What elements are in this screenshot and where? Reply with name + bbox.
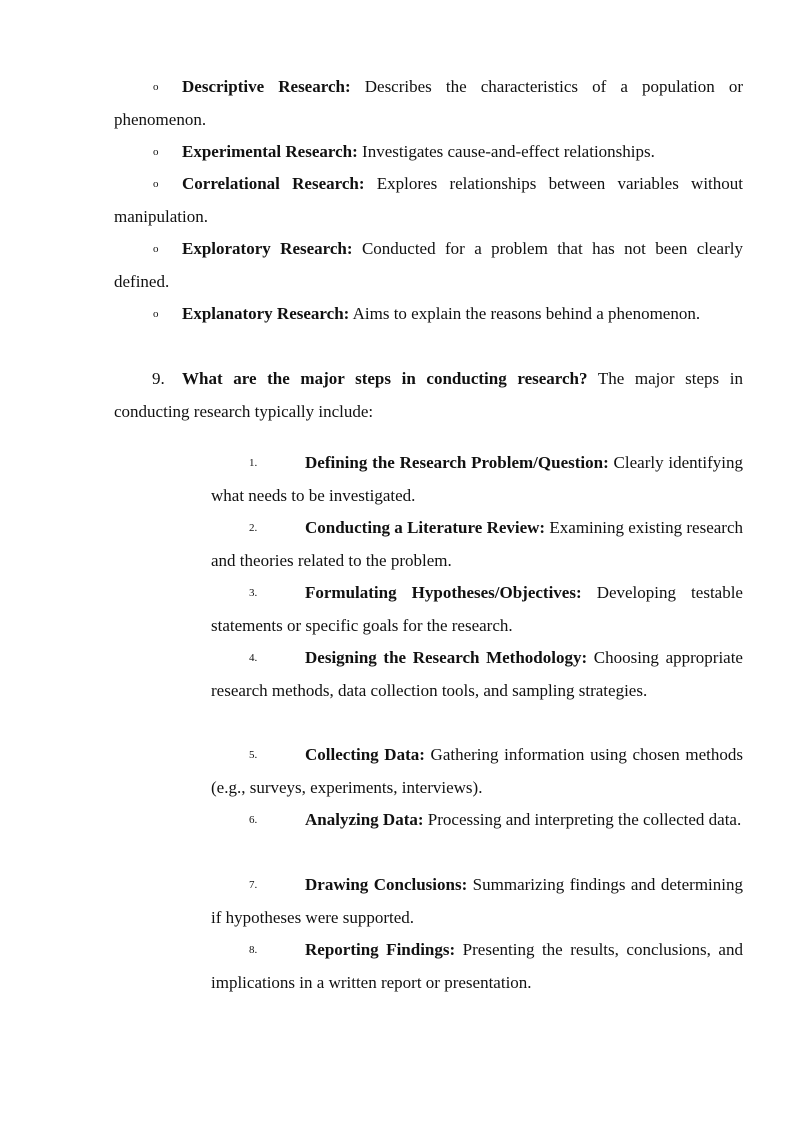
step-text: Examining existing research and theories related to the problem. <box>211 518 743 570</box>
step-term: Formulating Hypotheses/Objectives: <box>305 583 582 602</box>
step-text: Gathering information using chosen methods (e.g., surveys, experiments, interviews). <box>211 745 743 797</box>
step-number: 3. <box>249 587 258 599</box>
step-item <box>211 934 743 999</box>
bullet-marker: o <box>153 243 159 255</box>
step-item <box>211 869 743 934</box>
step-text: Presenting the results, conclusions, and implications in a written report or presentation. <box>211 940 743 992</box>
list-item-descriptive <box>114 71 743 136</box>
term: Correlational Research: <box>182 174 365 193</box>
question-number: 9. <box>152 369 165 388</box>
step-term: Reporting Findings: <box>305 940 456 959</box>
step-number: 2. <box>249 522 258 534</box>
step-number: 7. <box>249 879 258 891</box>
bullet-marker: o <box>153 81 159 93</box>
step-number: 1. <box>249 457 258 469</box>
bullet-marker: o <box>153 308 159 320</box>
step-item <box>211 447 743 512</box>
question-paragraph <box>114 363 743 428</box>
list-item-experimental <box>114 136 743 169</box>
list-item-explanatory <box>114 298 743 331</box>
bullet-marker: o <box>153 178 159 190</box>
step-text: Processing and interpreting the collected data. <box>423 810 742 829</box>
step-text: Choosing appropriate research methods, data collection tools, and sampling strategies. <box>211 648 743 700</box>
definition: Explores relationships between variables without manipulation. <box>114 174 744 226</box>
step-number: 8. <box>249 944 258 956</box>
step-number: 5. <box>249 749 258 761</box>
term: Exploratory Research: <box>182 239 353 258</box>
step-term: Designing the Research Methodology: <box>305 648 588 667</box>
step-text: Clearly identifying what needs to be investigated. <box>211 453 743 505</box>
step-term: Drawing Conclusions: <box>305 875 468 894</box>
step-term: Conducting a Literature Review: <box>305 518 546 537</box>
step-item <box>211 577 743 642</box>
term: Experimental Research: <box>182 142 358 161</box>
definition: Describes the characteristics of a population or phenomenon. <box>114 77 743 129</box>
step-term: Defining the Research Problem/Question: <box>305 453 609 472</box>
step-term: Collecting Data: <box>305 745 425 764</box>
bullet-marker: o <box>153 146 159 158</box>
step-number: 4. <box>249 652 258 664</box>
definition: Investigates cause-and-effect relationships. <box>357 142 655 161</box>
definition: Aims to explain the reasons behind a phenomenon. <box>349 304 701 323</box>
step-item <box>211 804 743 837</box>
list-item-correlational <box>114 168 743 233</box>
step-item <box>211 739 743 804</box>
step-number: 6. <box>249 814 258 826</box>
term: Descriptive Research: <box>182 77 351 96</box>
question-title: What are the major steps in conducting research? <box>182 369 588 388</box>
step-item <box>211 512 743 577</box>
term: Explanatory Research: <box>182 304 350 323</box>
step-text: Summarizing findings and determining if hypotheses were supported. <box>211 875 743 927</box>
definition: Conducted for a problem that has not been clearly defined. <box>114 239 743 291</box>
question-text: The major steps in conducting research typically include: <box>114 369 743 421</box>
step-item <box>211 642 743 707</box>
step-text: Developing testable statements or specific goals for the research. <box>211 583 743 635</box>
step-term: Analyzing Data: <box>305 810 424 829</box>
list-item-exploratory <box>114 233 743 298</box>
